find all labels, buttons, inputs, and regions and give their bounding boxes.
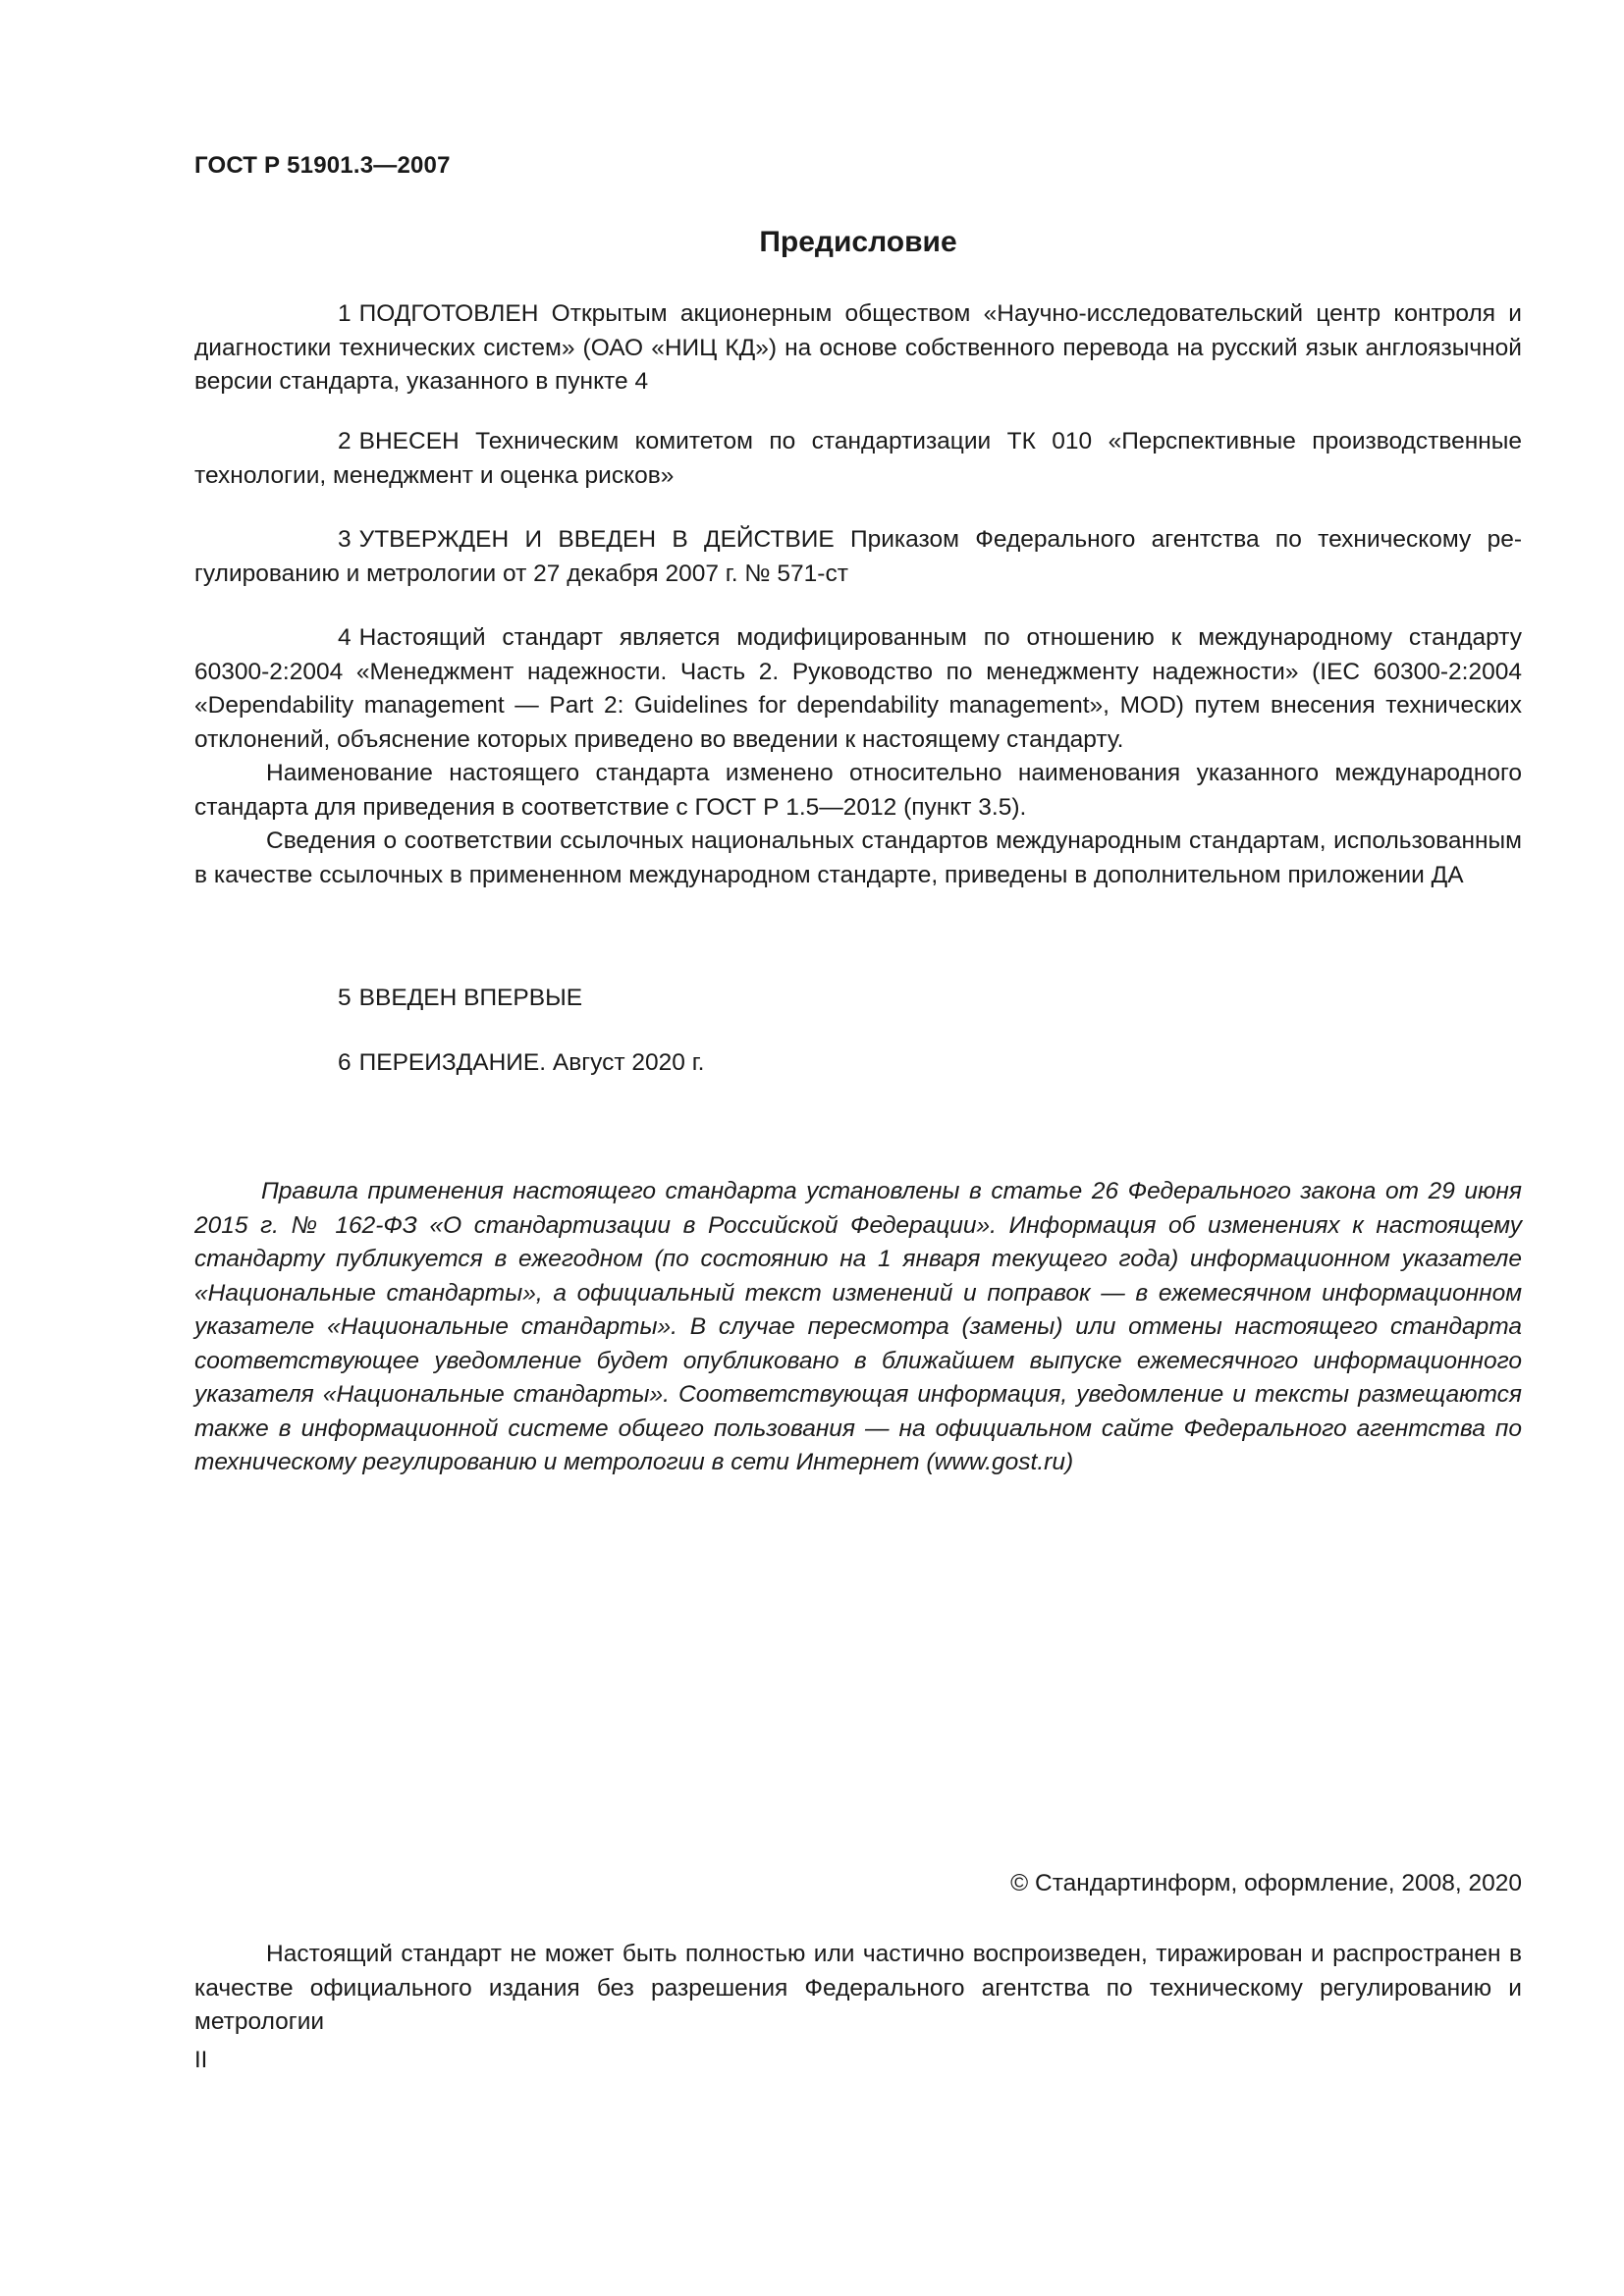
foreword-item-1 — [194, 297, 1522, 400]
copyright-line: © Стандартинформ, оформление, 2008, 2020 — [1010, 1870, 1522, 1896]
item-number: 2 — [338, 428, 352, 454]
foreword-item-2 — [194, 425, 1522, 493]
item-text: Настоящий стандарт является модифицированным по отношению к международному стандарту 60300-2:2004 «Менеджмент надежности. Часть 2. Руководство по менеджменту надежности» (IEC 60300-2:2004 «Dependability management — Part 2: Guidelines for dependability management», MOD) путем внесения технических отклонений, объяснение которых приведено во введении к настоящему стандарту. — [194, 624, 1522, 753]
copyright-note — [194, 1938, 1522, 2040]
foreword-item-6 — [194, 1046, 1522, 1081]
document-code: ГОСТ Р 51901.3—2007 — [194, 152, 451, 179]
foreword-item-5 — [194, 982, 1522, 1016]
item-text: ВНЕСЕН Техническим комитетом по стандартизации ТК 010 «Перспективные производственные технологии, менеджмент и оценка рисков» — [194, 428, 1522, 489]
item-number: 4 — [338, 624, 352, 651]
item-number: 3 — [338, 526, 352, 553]
item-text: ПЕРЕИЗДАНИЕ. Август 2020 г. — [358, 1049, 705, 1076]
rules-notice — [194, 1175, 1522, 1480]
rules-notice-text: Правила применения настоящего стандарта установлены в статье 26 Федерального закона от 29 июня 2015 г. № 162-ФЗ «О стандартизации в Российской Федерации». Информация об изменениях к настоящему стандарту публикуется в ежегодном (по состоянию на 1 января текущего года) информационном указателе «Национальные стандарты», а официальный текст изменений и поправок — в ежемесячном информационном указателе «Национальные стандарты». В случае пересмотра (замены) или отмены настоящего стандарта соответствующее уведомление будет опубликовано в ближайшем выпуске ежемесячного информационного указателя «Национальные стандарты». Соответствующая информация, уведомление и тексты размещаются также в информационной системе общего пользования — на официальном сайте Федерального агентства по техническому регулированию и метрологии в сети Интернет (www.gost.ru) — [194, 1178, 1522, 1475]
item-text: УТВЕРЖДЕН И ВВЕДЕН В ДЕЙСТВИЕ Приказом Федерального агентства по техническому регулированию и метрологии от 27 декабря 2007 г. № 571-ст — [194, 526, 1522, 587]
item-number: 5 — [338, 985, 352, 1011]
copyright-note-text: Настоящий стандарт не может быть полностью или частично воспроизведен, тиражирован и распространен в качестве официального издания без разрешения Федерального агентства по техническому регулированию и метрологии — [194, 1941, 1522, 2035]
foreword-item-4 — [194, 621, 1522, 892]
item-number: 1 — [338, 300, 352, 327]
foreword-item-3 — [194, 523, 1522, 591]
page-title: Предисловие — [759, 226, 957, 258]
item-text: ПОДГОТОВЛЕН Открытым акционерным обществом «Научно-исследовательский центр контроля и диагностики технических систем» (ОАО «НИЦ КД») на основе собственного перевода на русский язык англоязычной версии стандарта, указанного в пункте 4 — [194, 300, 1522, 395]
item-paragraph: Сведения о соответствии ссылочных национальных стандартов международным стандартам, использованным в качестве ссылочных в примененном международном стандарте, приведены в дополнительном приложении ДА — [194, 828, 1522, 888]
item-number: 6 — [338, 1049, 352, 1076]
item-text: ВВЕДЕН ВПЕРВЫЕ — [358, 985, 583, 1011]
item-paragraph: Наименование настоящего стандарта изменено относительно наименования указанного международного стандарта для приведения в соответствие с ГОСТ Р 1.5—2012 (пункт 3.5). — [194, 760, 1522, 821]
page-number: II — [194, 2047, 208, 2073]
